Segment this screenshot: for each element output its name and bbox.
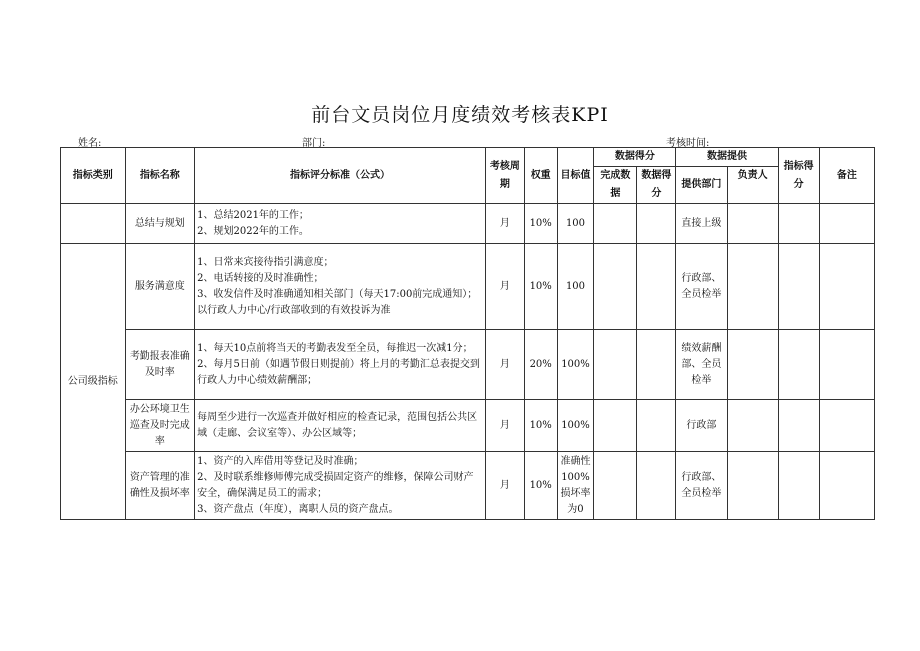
header-weight: 权重 [524,148,557,204]
category-cell [61,204,126,244]
header-data-provide: 数据提供 [676,148,778,167]
score-cell [637,452,676,520]
header-provider-dept: 提供部门 [676,167,727,204]
score-cell [637,400,676,452]
header-standard: 指标评分标准（公式） [195,148,486,204]
table-row [61,330,875,400]
page-title: 前台文员岗位月度绩效考核表KPI [311,104,609,126]
owner-cell [727,330,778,400]
table-row [61,400,875,452]
cycle-cell: 月 [485,204,524,244]
weight-cell: 10% [524,204,557,244]
provider-cell: 行政部 [676,400,727,452]
cycle-cell: 月 [485,244,524,330]
target-cell: 100 [557,244,594,330]
remark-cell [819,244,874,330]
provider-cell: 直接上级 [676,204,727,244]
indicator-score-cell [778,400,819,452]
indicator-score-cell [778,330,819,400]
kpi-table [60,147,875,520]
owner-cell [727,244,778,330]
remark-cell [819,330,874,400]
indicator-standard: 1、总结2021年的工作； 2、规划2022年的工作。 [195,204,486,244]
score-cell [637,244,676,330]
indicator-name: 总结与规划 [125,204,195,244]
table-row [61,244,875,330]
indicator-score-cell [778,244,819,330]
done-cell [594,330,637,400]
header-remark: 备注 [819,148,874,204]
table-row [61,204,875,244]
header-indicator-score: 指标得分 [778,148,819,204]
header-owner: 负责人 [727,167,778,204]
weight-cell: 10% [524,400,557,452]
score-cell [637,204,676,244]
header-score: 数据得分 [637,167,676,204]
header-done: 完成数据 [594,167,637,204]
score-cell [637,330,676,400]
name-label: 姓名: [78,138,102,149]
header-name: 指标名称 [125,148,195,204]
remark-cell [819,400,874,452]
header-cycle: 考核周期 [485,148,524,204]
header-target: 目标值 [557,148,594,204]
cycle-cell: 月 [485,330,524,400]
done-cell [594,244,637,330]
category-cell: 公司级指标 [61,244,126,520]
indicator-score-cell [778,204,819,244]
weight-cell: 10% [524,452,557,520]
done-cell [594,204,637,244]
target-cell: 100% [557,330,594,400]
provider-cell: 绩效薪酬部、全员检举 [676,330,727,400]
indicator-standard: 1、资产的入库借用等登记及时准确； 2、及时联系维修师傅完成受损固定资产的维修，保障公司财产安全，确保满足员工的需求； 3、资产盘点（年度），离职人员的资产盘点。 [195,452,486,520]
header-category: 指标类别 [61,148,126,204]
indicator-name: 办公环境卫生巡查及时完成率 [125,400,195,452]
remark-cell [819,204,874,244]
indicator-score-cell [778,452,819,520]
target-cell: 100 [557,204,594,244]
department-label: 部门: [302,138,326,149]
weight-cell: 20% [524,330,557,400]
indicator-standard: 每周至少进行一次巡查并做好相应的检查记录，范围包括公共区域（走廊、会议室等）、办公区域等； [195,400,486,452]
target-cell: 准确性100%损坏率为0 [557,452,594,520]
indicator-name: 考勤报表准确及时率 [125,330,195,400]
weight-cell: 10% [524,244,557,330]
provider-cell: 行政部、全员检举 [676,244,727,330]
header-row-1 [61,148,875,167]
indicator-standard: 1、每天10点前将当天的考勤表发至全员，每推迟一次减1分； 2、每月5日前（如遇节假日则提前）将上月的考勤汇总表提交到行政人力中心绩效薪酬部； [195,330,486,400]
target-cell: 100% [557,400,594,452]
table-row [61,452,875,520]
provider-cell: 行政部、全员检举 [676,452,727,520]
indicator-name: 资产管理的准确性及损坏率 [125,452,195,520]
done-cell [594,452,637,520]
cycle-cell: 月 [485,452,524,520]
remark-cell [819,452,874,520]
owner-cell [727,452,778,520]
assessment-time-label: 考核时间: [666,138,710,149]
owner-cell [727,400,778,452]
cycle-cell: 月 [485,400,524,452]
indicator-standard: 1、日常来宾接待指引满意度； 2、电话转接的及时准确性； 3、收发信件及时准确通知相关部门（每天17:00前完成通知）； 以行政人力中心/行政部收到的有效投诉为准 [195,244,486,330]
header-data-score: 数据得分 [594,148,676,167]
owner-cell [727,204,778,244]
indicator-name: 服务满意度 [125,244,195,330]
done-cell [594,400,637,452]
